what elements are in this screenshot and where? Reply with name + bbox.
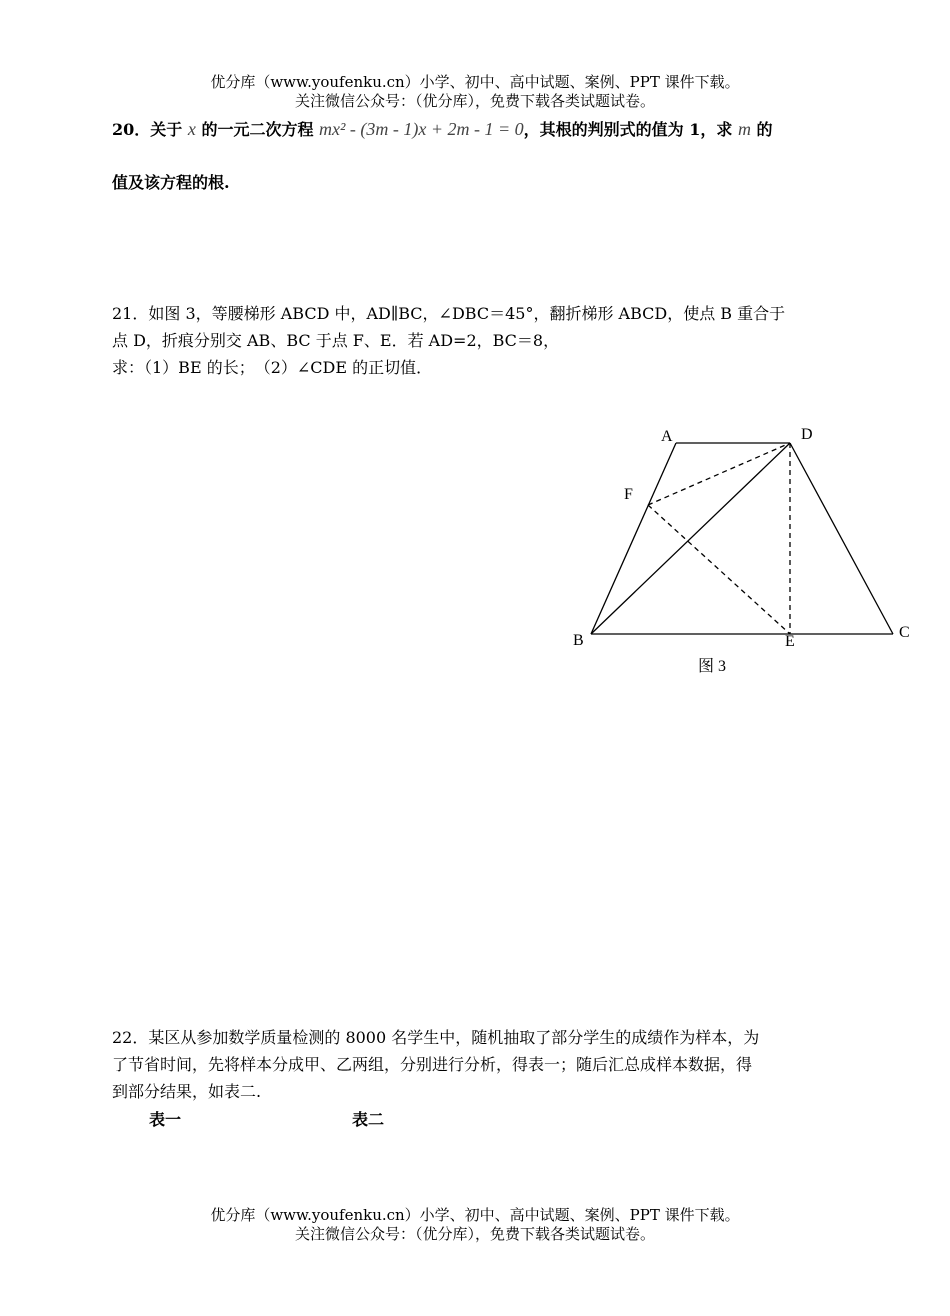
segment-FE-dashed <box>648 505 790 634</box>
q20-mid: 的一元二次方程 <box>201 120 314 139</box>
label-D: D <box>801 426 813 443</box>
table-1-label: 表一 <box>149 1110 182 1129</box>
label-E: E <box>785 633 795 650</box>
question-22-line-3: 到部分结果，如表二. <box>112 1082 262 1101</box>
q20-suffix: ，其根的判别式的值为 1，求 <box>523 120 733 139</box>
label-C: C <box>899 624 910 641</box>
header-line-2: 关注微信公众号：（优分库），免费下载各类试题试卷。 <box>294 92 655 110</box>
segment-BD <box>591 443 790 634</box>
segment-AB <box>591 443 676 634</box>
question-21-line-2: 点 D，折痕分别交 AB、BC 于点 F、E．若 AD=2，BC＝8， <box>112 331 560 350</box>
question-22-line-1: 22．某区从参加数学质量检测的 8000 名学生中，随机抽取了部分学生的成绩作为样本，为 <box>112 1028 760 1047</box>
q20-prefix: 20．关于 <box>112 120 183 139</box>
label-A: A <box>661 428 673 445</box>
label-F: F <box>624 486 633 503</box>
segment-DC <box>790 443 893 634</box>
q20-tail: 的 <box>756 120 773 139</box>
q20-equation: mx² - (3m - 1)x + 2m - 1 = 0 <box>319 119 524 139</box>
header-line-1: 优分库（www.youfenku.cn）小学、初中、高中试题、案例、PPT 课件下载。 <box>210 73 740 91</box>
footer-line-2: 关注微信公众号：（优分库），免费下载各类试题试卷。 <box>294 1225 655 1243</box>
segment-FD-dashed <box>648 443 790 505</box>
q20-var-m: m <box>737 119 751 139</box>
q20-var-x: x <box>187 119 196 139</box>
figure-caption: 图 3 <box>698 658 727 675</box>
footer-line-1: 优分库（www.youfenku.cn）小学、初中、高中试题、案例、PPT 课件下载。 <box>210 1206 740 1224</box>
label-B: B <box>573 632 584 649</box>
question-21-line-1: 21．如图 3，等腰梯形 ABCD 中，AD∥BC，∠DBC＝45°，翻折梯形 ABCD，使点 B 重合于 <box>112 304 786 323</box>
question-21-line-3: 求：（1）BE 的长； （2）∠CDE 的正切值． <box>112 358 433 377</box>
question-22-line-2: 了节省时间，先将样本分成甲、乙两组，分别进行分析，得表一；随后汇总成样本数据，得 <box>112 1055 753 1074</box>
question-20-line-2: 值及该方程的根. <box>112 173 230 192</box>
table-2-label: 表二 <box>352 1110 385 1129</box>
